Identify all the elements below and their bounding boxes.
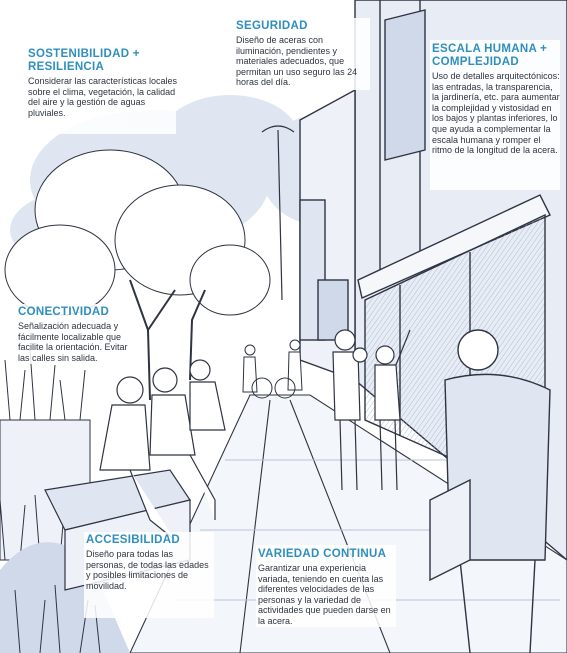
variedad-title: VARIEDAD CONTINUA: [258, 548, 387, 560]
callout-seguridad: [236, 20, 370, 88]
conectividad-title: CONECTIVIDAD: [18, 306, 110, 318]
callout-accesibilidad: [86, 534, 214, 591]
callout-variedad: [258, 548, 396, 627]
escala-title: ESCALA HUMANA + COMPLEJIDAD: [432, 43, 548, 68]
seguridad-title: SEGURIDAD: [236, 20, 308, 32]
accesibilidad-title: ACCESIBILIDAD: [86, 534, 180, 546]
conectividad-text: Señalización adecuada y fácilmente localizable que facilite la orientación. Evitar las calles sin salida.: [18, 321, 128, 363]
sostenibilidad-title: SOSTENIBILIDAD + RESILIENCIA: [28, 48, 140, 73]
callout-conectividad: [18, 306, 134, 363]
escala-text: Uso de detalles arquitectónicos: las entradas, la transparencia, la jardinería, etc. para aumentar la complejidad y vistosidad en los bajos y plantas inferiores, lo que ayuda a complementar la escala humana y romper el ritmo de la longitud de la acera.: [432, 71, 560, 156]
seguridad-text: Diseño de aceras con iluminación, pendientes y materiales adecuados, que permitan un uso seguro las 24 horas del día.: [236, 35, 358, 88]
callout-escala: [432, 43, 560, 156]
sostenibilidad-text: Considerar las características locales sobre el clima, vegetación, la calidad del aire y la gestión de aguas pluviales.: [28, 76, 178, 118]
distant-pedestrians: [243, 340, 302, 398]
accesibilidad-text: Diseño para todas las personas, de todas las edades y posibles limitaciones de movilidad.: [86, 549, 209, 591]
variedad-text: Garantizar una experiencia variada, teniendo en cuenta las diferentes velocidades de las personas y la variedad de actividades que pueden darse en la acera.: [258, 563, 391, 626]
callout-sostenibilidad: [28, 48, 178, 118]
